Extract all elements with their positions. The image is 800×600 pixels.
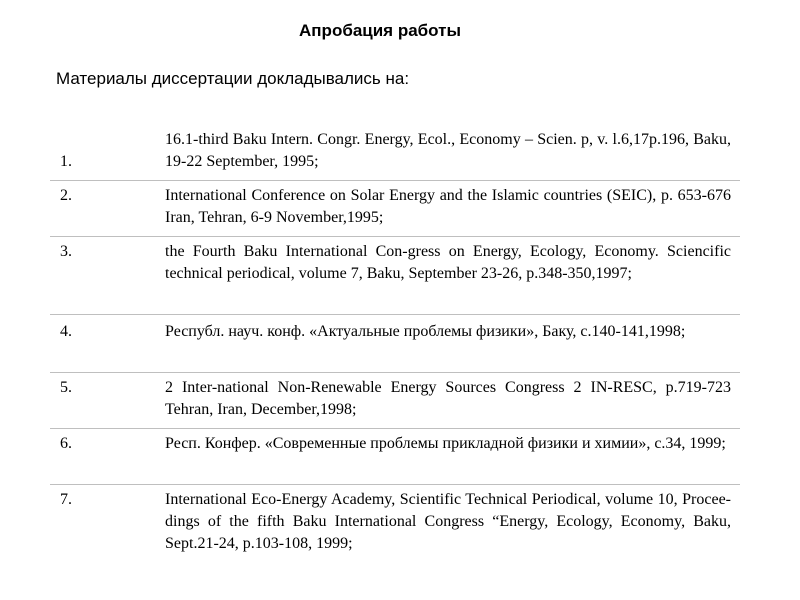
slide-title: Апробация работы xyxy=(299,21,461,40)
item-text: 2 Inter-national Non-Renewable Energy Sources Congress 2 IN-RESC, p.719-723 Tehran, Iran, December,1998; xyxy=(165,379,731,418)
item-number: 7. xyxy=(60,491,72,508)
item-text: International Conference on Solar Energy and the Islamic countries (SEIC), p. 653-676 Iran, Tehran, 6-9 November,1995; xyxy=(165,187,731,226)
item-number: 6. xyxy=(60,435,72,452)
list-item xyxy=(50,484,740,564)
item-number: 4. xyxy=(60,323,72,340)
list-item xyxy=(50,372,740,429)
list-item xyxy=(50,314,740,373)
item-text: Респ. Конфер. «Современные проблемы прикладной физики и химии», с.34, 1999; xyxy=(165,435,726,452)
item-text: the Fourth Baku International Con-gress on Energy, Ecology, Economy. Sciencific technical periodical, volume 7, Baku, September 23-26, p.348-350,1997; xyxy=(165,243,731,282)
item-text: 16.1-third Baku Intern. Congr. Energy, Ecol., Economy – Scien. p, v. l.6,17p.196, Baku, 19-22 September, 1995; xyxy=(165,131,731,170)
item-number: 2. xyxy=(60,187,72,204)
list-item xyxy=(50,124,740,181)
item-number: 3. xyxy=(60,243,72,260)
item-text: Республ. науч. конф. «Актуальные проблемы физики», Баку, с.140-141,1998; xyxy=(165,323,686,340)
intro-text: Материалы диссертации докладывались на: xyxy=(56,69,410,88)
list-item xyxy=(50,428,740,485)
item-text: International Eco-Energy Academy, Scientific Technical Periodical, volume 10, Procee-dings of the fifth Baku International Congress “Energy, Ecology, Economy, Baku, Sept.21-24, p.103-108, 1999; xyxy=(165,491,731,552)
list-item xyxy=(50,180,740,237)
item-number: 5. xyxy=(60,379,72,396)
list-item xyxy=(50,236,740,315)
item-number: 1. xyxy=(60,153,72,170)
